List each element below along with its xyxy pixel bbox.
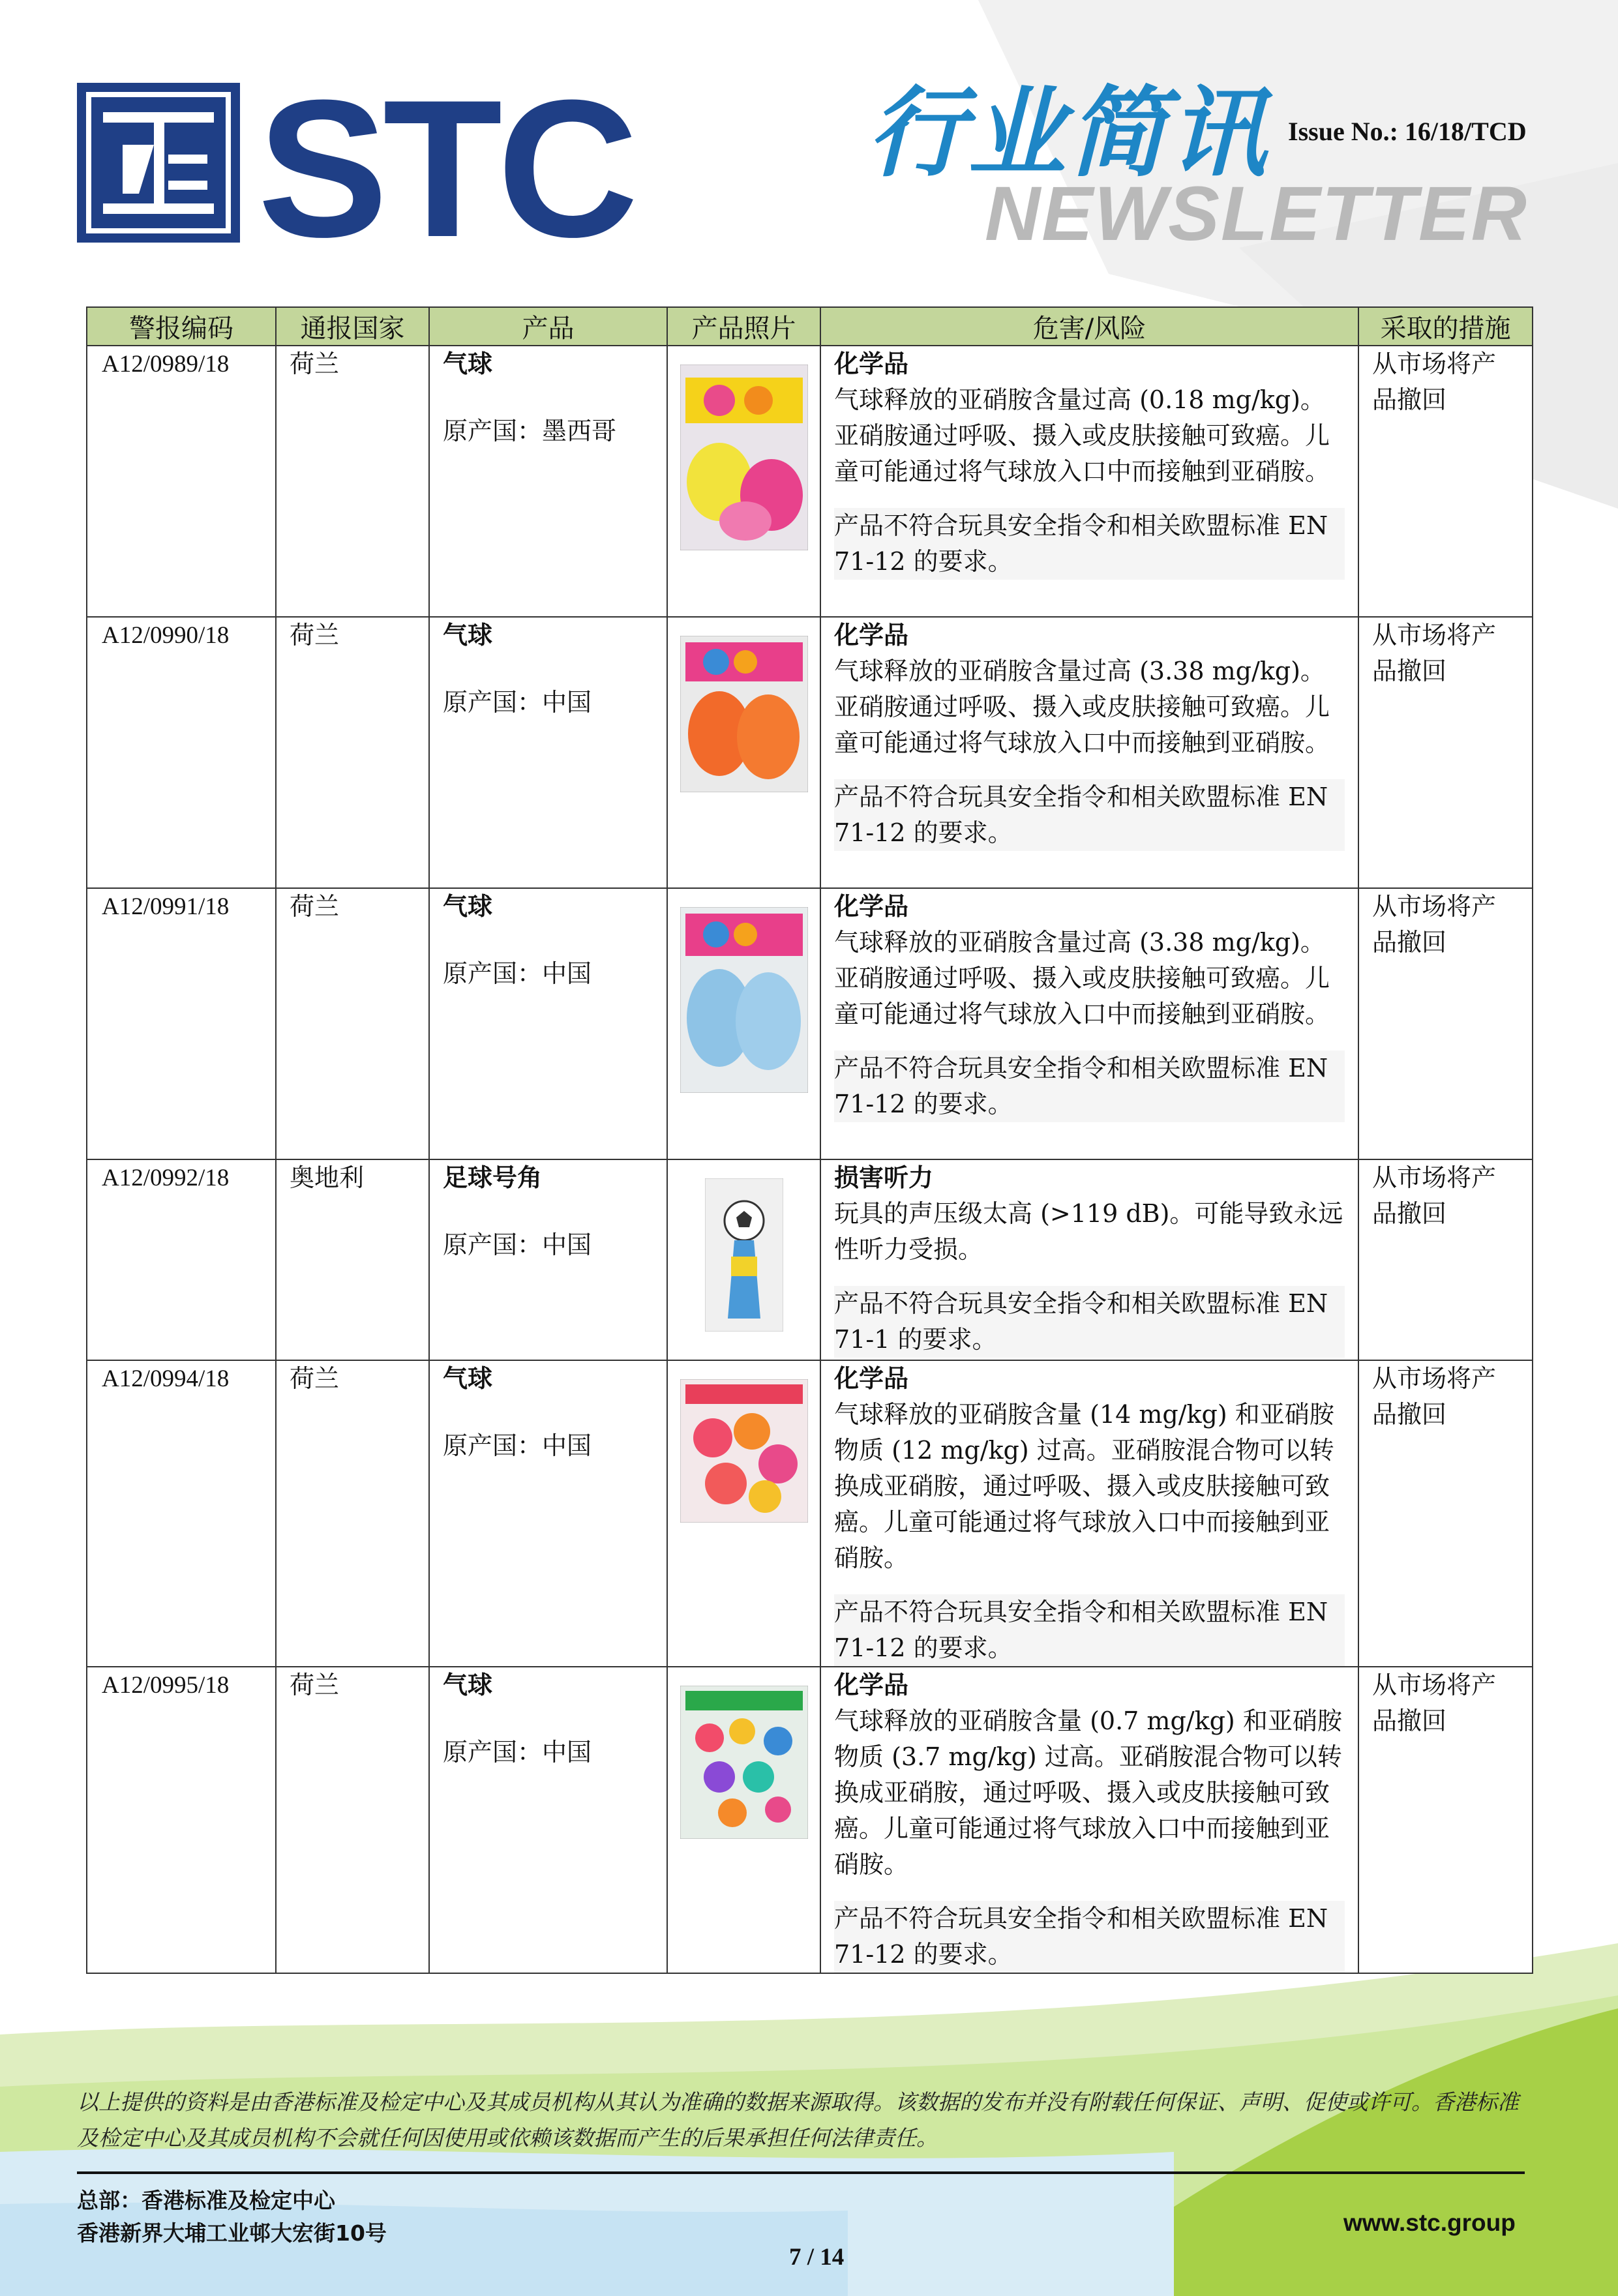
hazard-cell bbox=[820, 1667, 1358, 1973]
table-row bbox=[87, 617, 1533, 888]
country: 荷兰 bbox=[276, 346, 429, 617]
table-row bbox=[87, 1667, 1533, 1973]
headquarters-label: 总部：香港标准及检定中心 bbox=[77, 2188, 335, 2213]
alert-code: A12/0992/18 bbox=[87, 1159, 276, 1360]
product-name: 气球 bbox=[443, 1671, 493, 1699]
standard-note: 产品不符合玩具安全指令和相关欧盟标准 EN 71-12 的要求。 bbox=[834, 1901, 1345, 1973]
balloon-pack-photo bbox=[680, 1686, 808, 1839]
product-cell bbox=[429, 1667, 667, 1973]
hazard-category: 损害听力 bbox=[834, 1163, 934, 1192]
football-horn-photo bbox=[705, 1178, 783, 1332]
table-row bbox=[87, 1159, 1533, 1360]
measure-taken: 从市场将产品撤回 bbox=[1358, 888, 1533, 1159]
column-header: 通报国家 bbox=[276, 307, 429, 346]
hazard-category: 化学品 bbox=[834, 892, 909, 921]
alert-table-container bbox=[86, 306, 1532, 1974]
country: 荷兰 bbox=[276, 1667, 429, 1973]
measure-taken: 从市场将产品撤回 bbox=[1358, 1360, 1533, 1667]
hazard-category: 化学品 bbox=[834, 621, 909, 649]
product-name: 气球 bbox=[443, 350, 493, 378]
product-origin: 原产国：中国 bbox=[443, 1230, 592, 1259]
standard-note: 产品不符合玩具安全指令和相关欧盟标准 EN 71-1 的要求。 bbox=[834, 1286, 1345, 1358]
hazard-description: 气球释放的亚硝胺含量过高 (0.18 mg/kg)。亚硝胺通过呼吸、摄入或皮肤接触可致癌。儿童可能通过将气球放入口中而接触到亚硝胺。 bbox=[834, 385, 1330, 486]
balloon-pack-photo bbox=[680, 907, 808, 1093]
product-cell bbox=[429, 888, 667, 1159]
table-row bbox=[87, 888, 1533, 1159]
website-link[interactable]: www.stc.group bbox=[1343, 2209, 1516, 2236]
standard-note: 产品不符合玩具安全指令和相关欧盟标准 EN 71-12 的要求。 bbox=[834, 1594, 1345, 1666]
product-origin: 原产国：中国 bbox=[443, 1738, 592, 1767]
product-name: 气球 bbox=[443, 1364, 493, 1393]
country: 荷兰 bbox=[276, 1360, 429, 1667]
product-origin: 原产国：中国 bbox=[443, 1431, 592, 1460]
table-row bbox=[87, 346, 1533, 617]
alert-code: A12/0990/18 bbox=[87, 617, 276, 888]
product-photo-cell bbox=[667, 617, 820, 888]
column-header: 警报编码 bbox=[87, 307, 276, 346]
hazard-cell bbox=[820, 1159, 1358, 1360]
headquarters-address: 香港新界大埔工业邨大宏街10号 bbox=[77, 2220, 387, 2246]
hazard-description: 气球释放的亚硝胺含量 (0.7 mg/kg) 和亚硝胺物质 (3.7 mg/kg) 过高。亚硝胺混合物可以转换成亚硝胺，通过呼吸、摄入或皮肤接触可致癌。儿童可能通过将气球放入口中而接触到亚硝胺。 bbox=[834, 1707, 1342, 1879]
measure-taken: 从市场将产品撤回 bbox=[1358, 1667, 1533, 1973]
newsletter-title-cn: 行业简讯 bbox=[867, 77, 1270, 190]
alert-code: A12/0989/18 bbox=[87, 346, 276, 617]
hazard-cell bbox=[820, 617, 1358, 888]
product-name: 足球号角 bbox=[443, 1163, 543, 1192]
product-name: 气球 bbox=[443, 621, 493, 649]
country: 荷兰 bbox=[276, 888, 429, 1159]
product-photo-cell bbox=[667, 1159, 820, 1360]
balloon-pack-photo bbox=[680, 365, 808, 550]
column-header: 产品照片 bbox=[667, 307, 820, 346]
footer-divider bbox=[77, 2171, 1525, 2174]
disclaimer: 以上提供的资料是由香港标准及检定中心及其成员机构从其认为准确的数据来源取得。该数据的发布并没有附载任何保证、声明、促使或许可。香港标准及检定中心及其成员机构不会就任何因使用或依赖该数据而产生的后果承担任何法律责任。 bbox=[77, 2089, 1519, 2151]
measure-taken: 从市场将产品撤回 bbox=[1358, 346, 1533, 617]
table-header-row bbox=[87, 307, 1533, 346]
measure-taken: 从市场将产品撤回 bbox=[1358, 617, 1533, 888]
alert-table bbox=[86, 306, 1533, 1974]
brand-name: STC bbox=[258, 59, 633, 278]
stc-logo-icon bbox=[77, 83, 240, 243]
footer-address-block bbox=[77, 2184, 387, 2250]
product-cell bbox=[429, 1159, 667, 1360]
hazard-description: 玩具的声压级太高 (>119 dB)。可能导致永远性听力受损。 bbox=[834, 1199, 1343, 1264]
balloon-pack-photo bbox=[680, 1379, 808, 1523]
country: 荷兰 bbox=[276, 617, 429, 888]
standard-note: 产品不符合玩具安全指令和相关欧盟标准 EN 71-12 的要求。 bbox=[834, 779, 1345, 851]
hazard-category: 化学品 bbox=[834, 1364, 909, 1393]
measure-taken: 从市场将产品撤回 bbox=[1358, 1159, 1533, 1360]
country: 奥地利 bbox=[276, 1159, 429, 1360]
product-origin: 原产国：墨西哥 bbox=[443, 417, 617, 445]
hazard-category: 化学品 bbox=[834, 1671, 909, 1699]
product-name: 气球 bbox=[443, 892, 493, 921]
hazard-cell bbox=[820, 888, 1358, 1159]
standard-note: 产品不符合玩具安全指令和相关欧盟标准 EN 71-12 的要求。 bbox=[834, 508, 1345, 580]
balloon-pack-photo bbox=[680, 636, 808, 792]
column-header: 采取的措施 bbox=[1358, 307, 1533, 346]
issue-number: Issue No.: 16/18/TCD bbox=[1288, 117, 1527, 146]
hazard-category: 化学品 bbox=[834, 350, 909, 378]
product-photo-cell bbox=[667, 888, 820, 1159]
product-photo-cell bbox=[667, 1360, 820, 1667]
hazard-description: 气球释放的亚硝胺含量过高 (3.38 mg/kg)。亚硝胺通过呼吸、摄入或皮肤接触可致癌。儿童可能通过将气球放入口中而接触到亚硝胺。 bbox=[834, 928, 1330, 1028]
alert-code: A12/0991/18 bbox=[87, 888, 276, 1159]
newsletter-title-en: NEWSLETTER bbox=[985, 171, 1528, 257]
hazard-cell bbox=[820, 1360, 1358, 1667]
page-number: 7 / 14 bbox=[789, 2244, 845, 2271]
standard-note: 产品不符合玩具安全指令和相关欧盟标准 EN 71-12 的要求。 bbox=[834, 1051, 1345, 1122]
product-photo-cell bbox=[667, 346, 820, 617]
header bbox=[0, 0, 1618, 278]
alert-code: A12/0994/18 bbox=[87, 1360, 276, 1667]
product-photo-cell bbox=[667, 1667, 820, 1973]
column-header: 产品 bbox=[429, 307, 667, 346]
hazard-description: 气球释放的亚硝胺含量过高 (3.38 mg/kg)。亚硝胺通过呼吸、摄入或皮肤接触可致癌。儿童可能通过将气球放入口中而接触到亚硝胺。 bbox=[834, 657, 1330, 757]
product-origin: 原产国：中国 bbox=[443, 688, 592, 717]
alert-code: A12/0995/18 bbox=[87, 1667, 276, 1973]
product-cell bbox=[429, 1360, 667, 1667]
hazard-cell bbox=[820, 346, 1358, 617]
table-row bbox=[87, 1360, 1533, 1667]
hazard-description: 气球释放的亚硝胺含量 (14 mg/kg) 和亚硝胺物质 (12 mg/kg) 过高。亚硝胺混合物可以转换成亚硝胺，通过呼吸、摄入或皮肤接触可致癌。儿童可能通过将气球放入口中而接触到亚硝胺。 bbox=[834, 1400, 1334, 1572]
product-cell bbox=[429, 617, 667, 888]
product-origin: 原产国：中国 bbox=[443, 959, 592, 988]
column-header: 危害/风险 bbox=[820, 307, 1358, 346]
product-cell bbox=[429, 346, 667, 617]
